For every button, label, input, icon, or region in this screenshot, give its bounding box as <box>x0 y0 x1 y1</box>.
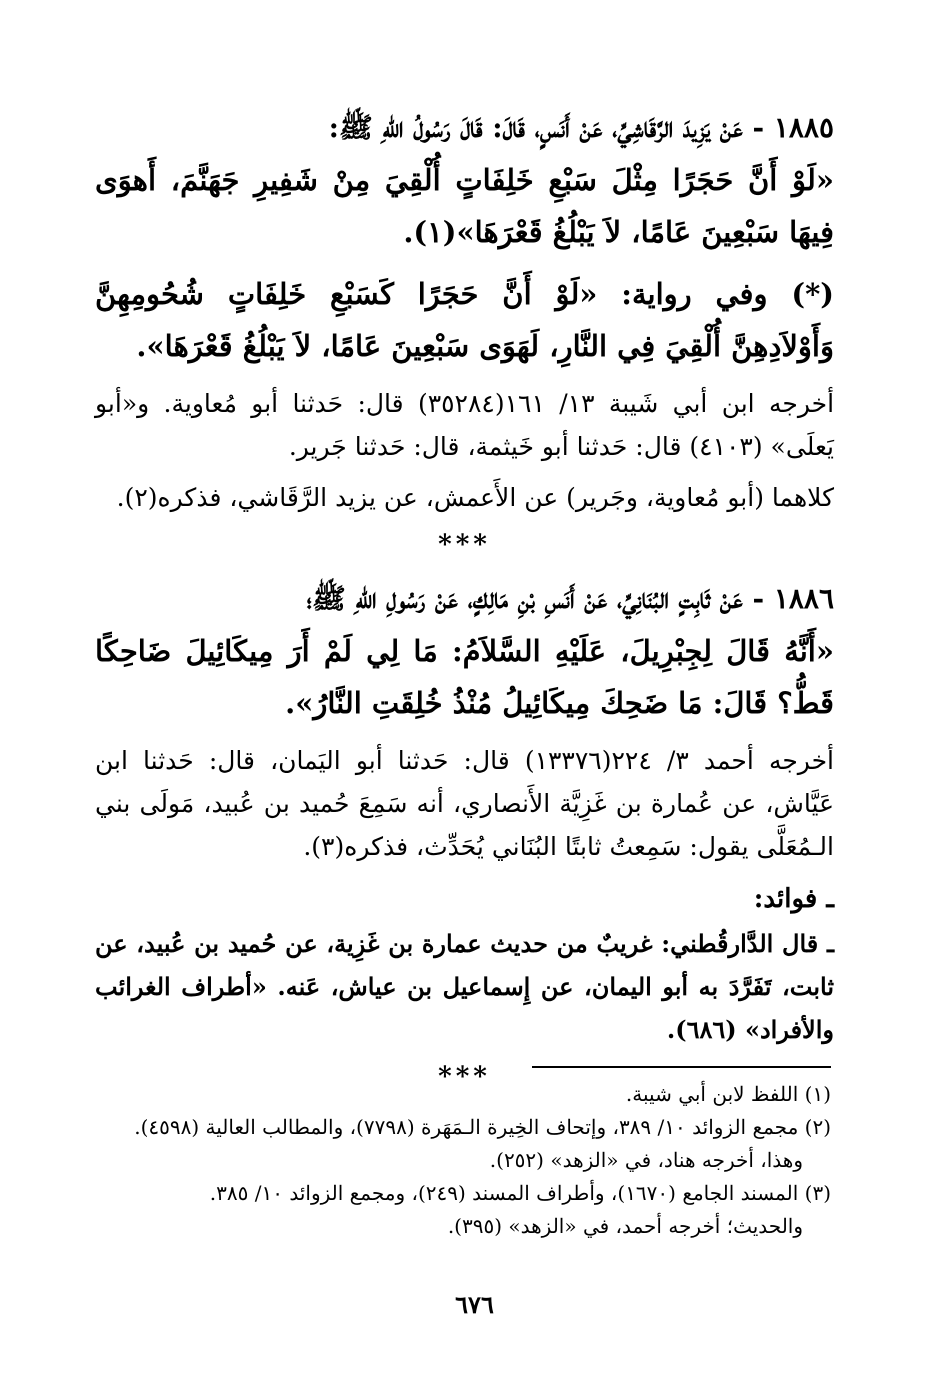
section-separator: *** <box>438 530 491 560</box>
section-separator: *** <box>438 1062 491 1092</box>
hadith-1885-takhrij-summary: كلاهما (أبو مُعاوية، وجَرير) عن الأَعمش، عن يزيد الرَّقَاشي، فذكره(٢). <box>116 483 834 512</box>
page-number: ٦٧٦ <box>455 1290 494 1319</box>
hadith-1885-head: ١٨٨٥ - عَنْ يَزِيدَ الرَّقَاشِيِّ، عَنْ أَنَسٍ، قَالَ: قَالَ رَسُولُ اللهِ ﷺ: <box>328 111 834 144</box>
footnotes <box>95 1078 831 1243</box>
hadith-1885-text: «لَوْ أَنَّ حَجَرًا مِثْلَ سَبْعِ خَلِفَاتٍ أُلْقِيَ مِنْ شَفِيرِ جَهَنَّمَ، أَهوَى فِيهَا سَبْعِينَ عَامًا، لاَ يَبْلُغُ قَعْرَهَا»(١). <box>95 163 834 249</box>
main-text <box>95 102 834 1105</box>
footnote-3: (٣) المسند الجامع (١٦٧٠)، وأطراف المسند (٢٤٩)، ومجمع الزوائد ١٠/ ٣٨٥. <box>209 1181 831 1205</box>
footnote-3-continuation: والحديث؛ أخرجه أحمد، في «الزهد» (٣٩٥). <box>447 1214 803 1238</box>
hadith-1886-text: «أَنَّهُ قَالَ لِجِبْرِيلَ، عَلَيْهِ السَّلاَمُ: مَا لِي لَمْ أَرَ مِيكَائِيلَ ضَاحِكًا قَطُّ؟ قَالَ: مَا ضَحِكَ مِيكَائِيلُ مُنْذُ خُلِقَتِ النَّارُ». <box>95 634 834 720</box>
footnote-2: (٢) مجمع الزوائد ١٠/ ٣٨٩، وإتحاف الخِيرة الـمَهَرة (٧٧٩٨)، والمطالب العالية (٤٥٩٨). <box>134 1115 831 1139</box>
hadith-1885-variant: (*) وفي رواية: «لَوْ أَنَّ حَجَرًا كَسَبْعِ خَلِفَاتٍ شُحُومِهِنَّ وَأَوْلاَدِهِنَّ أُلْقِيَ فِي النَّارِ، لَهَوَى سَبْعِينَ عَامًا، لاَ يَبْلُغُ قَعْرَهَا». <box>95 277 834 363</box>
footnote-divider <box>532 1066 831 1068</box>
hadith-1886-takhrij: أخرجه أحمد ٣/ ٢٢٤(١٣٣٧٦) قال: حَدثنا أبو اليَمان، قال: حَدثنا ابن عَيَّاش، عن عُمارة بن غَزِيَّة الأَنصاري، أنه سَمِعَ حُميد بن عُبيد، مَولَى بني الـمُعَلَّى يقول: سَمِعتُ ثابتًا البُنَاني يُحَدِّث، فذكره(٣). <box>95 746 834 861</box>
footnote-1: (١) اللفظ لابن أبي شيبة. <box>625 1082 831 1106</box>
fawaid-text: ـ قال الدَّارقُطني: غريبٌ من حديث عمارة بن غَزِية، عن حُميد بن عُبيد، عن ثابت، تَفَرَّدَ به أبو اليمان، عن إِسماعيل بن عياش، عَنه. «أطراف الغرائب والأفراد» (٦٨٦). <box>95 929 834 1044</box>
hadith-1886-head: ١٨٨٦ - عَنْ ثَابِتٍ البُنَانِيِّ، عَنْ أَنَسِ بْنِ مَالِكٍ، عَنْ رَسُولِ اللهِ ﷺ؛ <box>306 582 834 615</box>
fawaid-heading: ـ فوائد: <box>753 884 834 914</box>
footnote-2-continuation: وهذا، أخرجه هناد، في «الزهد» (٢٥٢). <box>489 1148 803 1172</box>
hadith-1885-takhrij: أخرجه ابن أبي شَيبة ١٣/ ١٦١(٣٥٢٨٤) قال: حَدثنا أبو مُعاوية. و«أبو يَعلَى» (٤١٠٣) قال: حَدثنا أبو خَيثمة، قال: حَدثنا جَرير. <box>95 389 835 461</box>
